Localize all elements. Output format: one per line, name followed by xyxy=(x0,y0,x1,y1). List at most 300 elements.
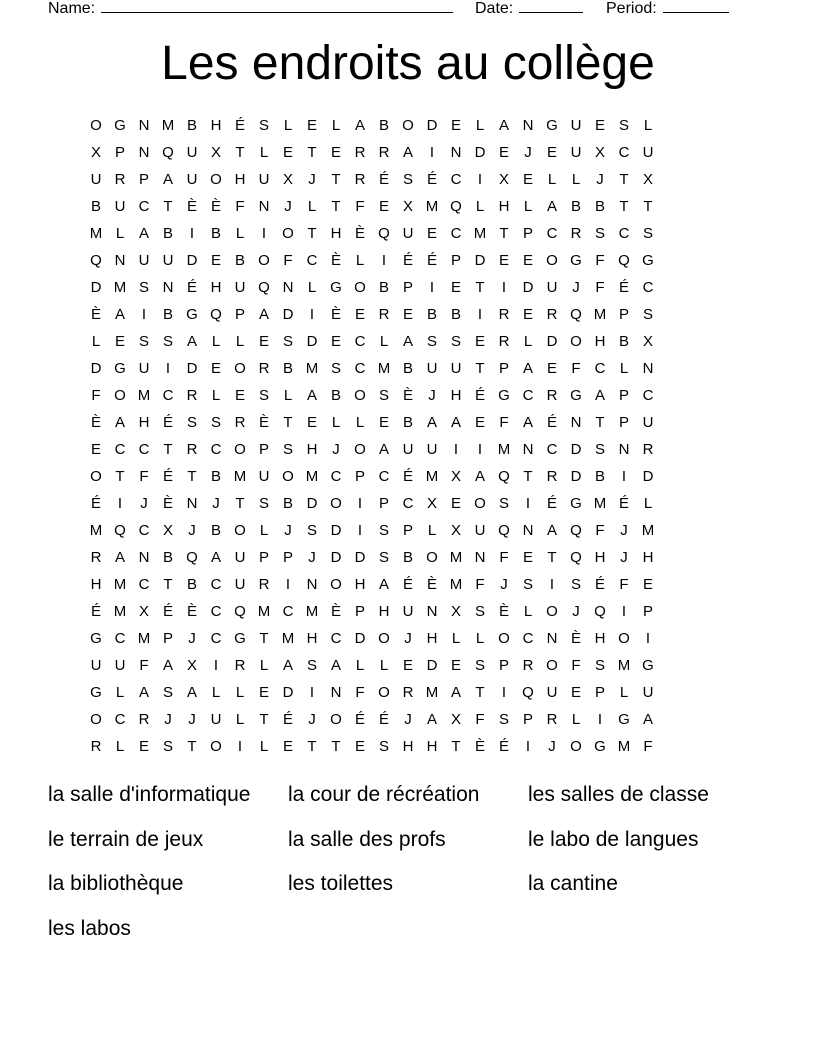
grid-letter: U xyxy=(234,279,246,296)
grid-letter: T xyxy=(187,468,197,485)
grid-letter: G xyxy=(570,252,582,269)
grid-letter: B xyxy=(330,387,341,404)
grid-letter: L xyxy=(379,333,389,350)
grid-letter: R xyxy=(114,171,126,188)
grid-letter: C xyxy=(210,441,222,458)
grid-letter: I xyxy=(381,252,387,269)
grid-letter: E xyxy=(330,144,341,161)
grid-letter: H xyxy=(450,387,462,404)
grid-letter: C xyxy=(546,441,558,458)
grid-letter: O xyxy=(546,657,558,674)
grid-row xyxy=(84,139,732,166)
grid-row xyxy=(84,571,732,598)
grid-letter: N xyxy=(186,495,198,512)
grid-letter: È xyxy=(90,306,101,323)
grid-letter: S xyxy=(162,333,173,350)
grid-letter: É xyxy=(402,576,413,593)
grid-letter: S xyxy=(210,414,221,431)
grid-letter: I xyxy=(549,576,555,593)
grid-letter: J xyxy=(500,576,508,593)
grid-letter: C xyxy=(402,495,414,512)
grid-letter: M xyxy=(89,225,103,242)
grid-letter: L xyxy=(643,117,653,134)
grid-letter: R xyxy=(258,360,270,377)
grid-letter: È xyxy=(474,738,485,755)
grid-letter: Q xyxy=(378,225,390,242)
grid-letter: Q xyxy=(570,306,582,323)
grid-letter: E xyxy=(546,360,557,377)
grid-letter: R xyxy=(234,414,246,431)
grid-letter: M xyxy=(137,630,151,647)
grid-letter: I xyxy=(621,603,627,620)
grid-letter: H xyxy=(138,414,150,431)
grid-letter: B xyxy=(162,549,173,566)
grid-letter: M xyxy=(425,684,439,701)
grid-letter: É xyxy=(546,495,557,512)
grid-letter: S xyxy=(402,171,413,188)
grid-letter: A xyxy=(138,684,149,701)
grid-letter: H xyxy=(306,441,318,458)
grid-letter: R xyxy=(546,306,558,323)
grid-letter: I xyxy=(117,495,123,512)
grid-letter: C xyxy=(642,387,654,404)
grid-letter: È xyxy=(330,252,341,269)
grid-letter: É xyxy=(474,387,485,404)
grid-letter: I xyxy=(261,225,267,242)
grid-letter: È xyxy=(570,630,581,647)
grid-letter: O xyxy=(618,630,630,647)
grid-letter: A xyxy=(498,117,509,134)
grid-letter: R xyxy=(498,333,510,350)
word-bank-item: le terrain de jeux xyxy=(48,827,204,851)
grid-letter: P xyxy=(450,252,461,269)
grid-letter: N xyxy=(522,522,534,539)
grid-letter: É xyxy=(618,495,629,512)
grid-letter: T xyxy=(619,198,629,215)
grid-letter: A xyxy=(114,414,125,431)
grid-letter: È xyxy=(330,603,341,620)
grid-letter: X xyxy=(282,171,293,188)
grid-letter: M xyxy=(113,576,127,593)
grid-letter: X xyxy=(594,144,605,161)
grid-letter: G xyxy=(90,630,102,647)
grid-letter: U xyxy=(570,144,582,161)
grid-letter: X xyxy=(138,603,149,620)
grid-letter: R xyxy=(90,549,102,566)
word-bank-item: la cour de récréation xyxy=(288,783,480,806)
grid-letter: L xyxy=(523,198,533,215)
grid-row xyxy=(84,301,732,328)
grid-letter: É xyxy=(90,603,101,620)
grid-letter: P xyxy=(402,522,413,539)
grid-letter: E xyxy=(450,117,461,134)
grid-letter: H xyxy=(426,738,438,755)
grid-letter: S xyxy=(282,333,293,350)
grid-letter: I xyxy=(645,630,651,647)
grid-letter: U xyxy=(426,441,438,458)
grid-letter: M xyxy=(617,657,631,674)
grid-letter: C xyxy=(306,252,318,269)
grid-letter: M xyxy=(161,117,175,134)
grid-letter: C xyxy=(522,630,534,647)
grid-letter: R xyxy=(186,387,198,404)
grid-letter: O xyxy=(330,495,342,512)
word-bank-item: les toilettes xyxy=(288,872,394,896)
grid-letter: G xyxy=(114,360,126,377)
grid-letter: L xyxy=(211,333,221,350)
grid-letter: F xyxy=(139,657,149,674)
grid-letter: E xyxy=(450,279,461,296)
grid-letter: U xyxy=(114,657,126,674)
grid-letter: L xyxy=(451,630,461,647)
grid-letter: L xyxy=(619,684,629,701)
grid-letter: S xyxy=(522,576,533,593)
grid-letter: C xyxy=(594,360,606,377)
grid-letter: N xyxy=(546,630,558,647)
grid-letter: X xyxy=(186,657,197,674)
word-bank xyxy=(48,778,768,957)
grid-letter: É xyxy=(90,495,101,512)
grid-letter: É xyxy=(282,711,293,728)
grid-letter: É xyxy=(402,468,413,485)
grid-letter: O xyxy=(210,738,222,755)
grid-letter: Q xyxy=(90,252,102,269)
grid-letter: T xyxy=(307,738,317,755)
grid-letter: O xyxy=(378,684,390,701)
grid-letter: O xyxy=(546,252,558,269)
grid-letter: B xyxy=(402,414,413,431)
grid-row xyxy=(84,625,732,652)
grid-letter: C xyxy=(210,576,222,593)
grid-letter: B xyxy=(426,306,437,323)
grid-letter: R xyxy=(498,306,510,323)
grid-letter: H xyxy=(210,117,222,134)
grid-letter: M xyxy=(425,468,439,485)
grid-letter: H xyxy=(378,603,390,620)
grid-letter: U xyxy=(642,144,654,161)
grid-letter: D xyxy=(282,306,294,323)
grid-letter: C xyxy=(618,225,630,242)
grid-letter: G xyxy=(546,117,558,134)
grid-letter: H xyxy=(234,171,246,188)
grid-letter: L xyxy=(523,603,533,620)
grid-letter: F xyxy=(235,198,245,215)
grid-letter: L xyxy=(211,684,221,701)
grid-letter: L xyxy=(307,279,317,296)
grid-letter: Q xyxy=(114,522,126,539)
grid-letter: D xyxy=(282,684,294,701)
grid-letter: M xyxy=(113,603,127,620)
grid-letter: R xyxy=(546,468,558,485)
grid-letter: U xyxy=(402,603,414,620)
grid-letter: O xyxy=(234,360,246,377)
grid-letter: E xyxy=(594,117,605,134)
grid-row xyxy=(84,355,732,382)
grid-letter: T xyxy=(643,198,653,215)
grid-letter: O xyxy=(258,252,270,269)
grid-letter: A xyxy=(522,360,533,377)
grid-letter: I xyxy=(309,684,315,701)
grid-letter: É xyxy=(162,414,173,431)
grid-letter: R xyxy=(546,711,558,728)
grid-letter: F xyxy=(595,279,605,296)
grid-letter: D xyxy=(306,495,318,512)
grid-letter: G xyxy=(114,117,126,134)
grid-letter: E xyxy=(378,414,389,431)
grid-letter: S xyxy=(306,522,317,539)
grid-letter: R xyxy=(186,441,198,458)
grid-letter: U xyxy=(642,684,654,701)
grid-letter: J xyxy=(572,603,580,620)
grid-letter: L xyxy=(235,333,245,350)
grid-letter: T xyxy=(475,360,485,377)
grid-letter: H xyxy=(402,738,414,755)
grid-letter: I xyxy=(501,684,507,701)
grid-letter: Q xyxy=(234,603,246,620)
grid-letter: P xyxy=(618,414,629,431)
grid-letter: H xyxy=(306,630,318,647)
grid-letter: N xyxy=(138,144,150,161)
grid-letter: E xyxy=(522,171,533,188)
grid-letter: H xyxy=(642,549,654,566)
grid-letter: E xyxy=(354,306,365,323)
grid-letter: E xyxy=(402,306,413,323)
grid-letter: P xyxy=(618,387,629,404)
grid-letter: G xyxy=(594,738,606,755)
grid-letter: L xyxy=(115,738,125,755)
grid-letter: L xyxy=(259,144,269,161)
grid-letter: Q xyxy=(162,144,174,161)
grid-letter: L xyxy=(427,522,437,539)
grid-letter: A xyxy=(282,657,293,674)
grid-letter: I xyxy=(597,711,603,728)
grid-letter: E xyxy=(282,738,293,755)
grid-letter: S xyxy=(498,495,509,512)
grid-letter: A xyxy=(306,387,317,404)
grid-letter: X xyxy=(450,468,461,485)
grid-letter: Q xyxy=(618,252,630,269)
grid-letter: U xyxy=(474,522,486,539)
grid-letter: U xyxy=(570,117,582,134)
grid-letter: O xyxy=(90,117,102,134)
grid-row xyxy=(84,436,732,463)
grid-letter: B xyxy=(618,333,629,350)
grid-letter: P xyxy=(354,603,365,620)
grid-letter: F xyxy=(355,198,365,215)
grid-row xyxy=(84,652,732,679)
grid-letter: G xyxy=(570,387,582,404)
grid-letter: É xyxy=(498,738,509,755)
grid-letter: A xyxy=(186,684,197,701)
grid-letter: X xyxy=(426,495,437,512)
grid-letter: U xyxy=(402,441,414,458)
grid-letter: J xyxy=(212,495,220,512)
grid-letter: A xyxy=(378,576,389,593)
grid-letter: È xyxy=(186,603,197,620)
grid-letter: B xyxy=(210,225,221,242)
grid-letter: D xyxy=(570,468,582,485)
grid-letter: A xyxy=(474,468,485,485)
grid-letter: H xyxy=(354,576,366,593)
grid-letter: E xyxy=(378,198,389,215)
grid-letter: S xyxy=(474,657,485,674)
grid-row xyxy=(84,274,732,301)
grid-letter: L xyxy=(571,171,581,188)
grid-letter: I xyxy=(477,171,483,188)
grid-letter: M xyxy=(449,549,463,566)
grid-letter: L xyxy=(259,657,269,674)
grid-letter: O xyxy=(282,468,294,485)
date-field xyxy=(475,0,583,18)
grid-letter: E xyxy=(138,738,149,755)
grid-letter: S xyxy=(378,522,389,539)
grid-letter: A xyxy=(162,171,173,188)
grid-letter: U xyxy=(90,171,102,188)
grid-letter: P xyxy=(642,603,653,620)
grid-letter: U xyxy=(450,360,462,377)
grid-letter: A xyxy=(114,549,125,566)
grid-row xyxy=(84,733,732,760)
grid-letter: A xyxy=(186,333,197,350)
grid-row xyxy=(84,490,732,517)
grid-letter: E xyxy=(522,549,533,566)
grid-letter: F xyxy=(475,576,485,593)
grid-letter: I xyxy=(477,306,483,323)
grid-letter: H xyxy=(90,576,102,593)
grid-letter: P xyxy=(258,441,269,458)
grid-letter: B xyxy=(378,279,389,296)
grid-row xyxy=(84,517,732,544)
grid-letter: S xyxy=(282,441,293,458)
grid-letter: P xyxy=(522,225,533,242)
grid-letter: D xyxy=(186,252,198,269)
period-label: Period: xyxy=(606,0,657,17)
grid-letter: J xyxy=(308,711,316,728)
grid-letter: S xyxy=(162,684,173,701)
grid-letter: A xyxy=(642,711,653,728)
grid-letter: A xyxy=(546,198,557,215)
grid-letter: D xyxy=(474,144,486,161)
grid-letter: C xyxy=(138,198,150,215)
grid-letter: È xyxy=(426,576,437,593)
grid-letter: P xyxy=(354,468,365,485)
grid-letter: D xyxy=(642,468,654,485)
grid-letter: G xyxy=(90,684,102,701)
grid-letter: S xyxy=(258,495,269,512)
word-bank-item: la salle d'informatique xyxy=(48,783,251,806)
grid-row xyxy=(84,328,732,355)
grid-row xyxy=(84,193,732,220)
grid-letter: I xyxy=(213,657,219,674)
grid-letter: C xyxy=(138,441,150,458)
grid-letter: A xyxy=(138,225,149,242)
grid-letter: D xyxy=(330,522,342,539)
grid-letter: T xyxy=(547,549,557,566)
grid-letter: U xyxy=(642,414,654,431)
grid-letter: M xyxy=(257,603,271,620)
grid-letter: C xyxy=(138,576,150,593)
grid-letter: O xyxy=(330,576,342,593)
grid-letter: O xyxy=(354,441,366,458)
grid-letter: M xyxy=(449,576,463,593)
grid-letter: A xyxy=(450,414,461,431)
grid-letter: R xyxy=(642,441,654,458)
grid-letter: J xyxy=(404,711,412,728)
grid-letter: N xyxy=(426,603,438,620)
grid-letter: O xyxy=(354,387,366,404)
grid-letter: È xyxy=(498,603,509,620)
grid-letter: T xyxy=(307,225,317,242)
grid-letter: X xyxy=(450,603,461,620)
grid-letter: D xyxy=(354,549,366,566)
grid-letter: C xyxy=(114,711,126,728)
grid-letter: L xyxy=(547,171,557,188)
grid-letter: X xyxy=(450,711,461,728)
grid-letter: C xyxy=(210,630,222,647)
grid-letter: G xyxy=(498,387,510,404)
grid-letter: E xyxy=(306,414,317,431)
grid-letter: F xyxy=(283,252,293,269)
date-blank-line xyxy=(519,0,583,13)
grid-letter: N xyxy=(138,117,150,134)
grid-letter: É xyxy=(162,603,173,620)
grid-letter: O xyxy=(546,603,558,620)
grid-letter: C xyxy=(450,225,462,242)
grid-letter: X xyxy=(162,522,173,539)
grid-letter: S xyxy=(138,333,149,350)
grid-letter: È xyxy=(90,414,101,431)
grid-letter: E xyxy=(258,684,269,701)
grid-letter: I xyxy=(453,441,459,458)
grid-letter: N xyxy=(138,549,150,566)
grid-letter: G xyxy=(234,630,246,647)
grid-letter: A xyxy=(450,684,461,701)
grid-letter: O xyxy=(402,117,414,134)
grid-letter: P xyxy=(402,279,413,296)
grid-letter: J xyxy=(188,711,196,728)
grid-letter: P xyxy=(258,549,269,566)
grid-letter: R xyxy=(354,144,366,161)
grid-letter: É xyxy=(426,252,437,269)
grid-letter: L xyxy=(331,414,341,431)
grid-letter: E xyxy=(546,144,557,161)
grid-letter: S xyxy=(162,738,173,755)
grid-letter: M xyxy=(497,441,511,458)
grid-letter: S xyxy=(378,549,389,566)
grid-row xyxy=(84,598,732,625)
grid-letter: S xyxy=(498,711,509,728)
grid-letter: Q xyxy=(186,549,198,566)
grid-letter: È xyxy=(186,198,197,215)
grid-letter: P xyxy=(594,684,605,701)
grid-letter: T xyxy=(451,738,461,755)
name-field xyxy=(48,0,453,18)
grid-letter: T xyxy=(331,738,341,755)
grid-letter: B xyxy=(450,306,461,323)
grid-letter: L xyxy=(115,684,125,701)
grid-letter: T xyxy=(283,414,293,431)
grid-letter: D xyxy=(426,117,438,134)
grid-letter: L xyxy=(91,333,101,350)
grid-letter: R xyxy=(402,684,414,701)
grid-letter: G xyxy=(186,306,198,323)
grid-letter: J xyxy=(284,198,292,215)
grid-letter: D xyxy=(426,657,438,674)
grid-letter: I xyxy=(357,495,363,512)
grid-letter: N xyxy=(162,279,174,296)
date-label: Date: xyxy=(475,0,514,17)
grid-letter: E xyxy=(330,333,341,350)
